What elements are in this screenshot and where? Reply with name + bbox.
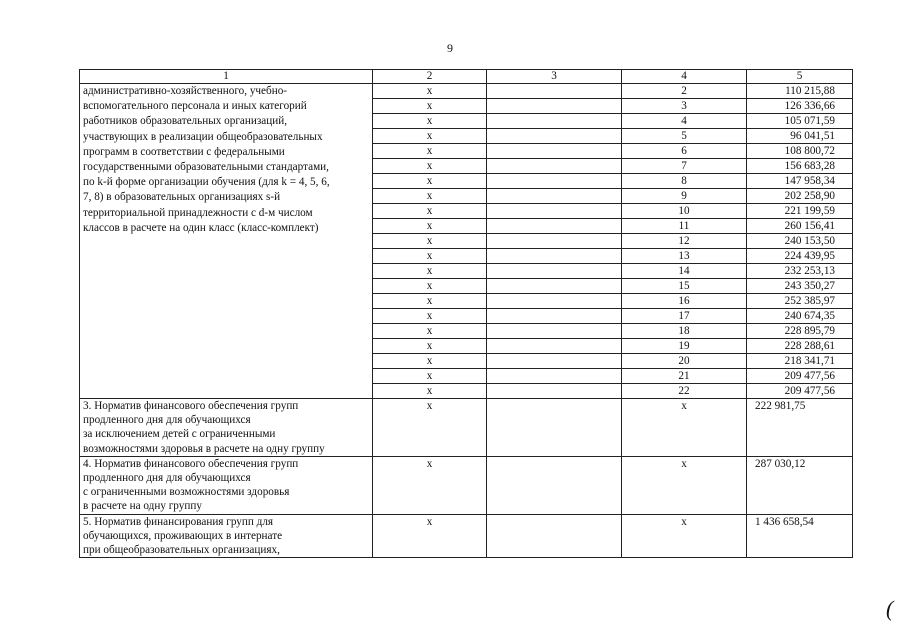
cell-col3	[487, 129, 622, 144]
cell-normative-value: 240 153,50	[747, 234, 853, 249]
cell-normative-value: 218 341,71	[747, 354, 853, 369]
cell-class-count: 12	[622, 234, 747, 249]
cell-col3	[487, 354, 622, 369]
cell-normative-value: 260 156,41	[747, 219, 853, 234]
cell-class-count: 10	[622, 204, 747, 219]
cell-class-count: 4	[622, 114, 747, 129]
cell-col2: x	[373, 174, 487, 189]
cell-col3	[487, 384, 622, 399]
cell-col3	[487, 114, 622, 129]
cell-col2: x	[373, 84, 487, 99]
cell-col3	[487, 84, 622, 99]
cell-normative-value: 222 981,75	[747, 399, 853, 457]
section-line: продленного дня для обучающихся	[83, 414, 251, 427]
cell-col3	[487, 189, 622, 204]
cell-normative-value: 202 258,90	[747, 189, 853, 204]
cell-normative-value: 228 288,61	[747, 339, 853, 354]
cell-class-count: 15	[622, 279, 747, 294]
section-line: обучающихся, проживающих в интернате	[83, 529, 283, 542]
cell-col2: x	[373, 129, 487, 144]
cell-col2: x	[373, 189, 487, 204]
section-line: 5. Норматив финансирования групп для	[83, 515, 274, 528]
cell-col2: x	[373, 514, 487, 558]
cell-normative-value: 96 041,51	[747, 129, 853, 144]
cell-class-count: 18	[622, 324, 747, 339]
cell-normative-value: 147 958,34	[747, 174, 853, 189]
cell-class-count: 9	[622, 189, 747, 204]
cell-col3	[487, 204, 622, 219]
section-line: при общеобразовательных организациях,	[83, 544, 280, 557]
description-line: административно-хозяйственного, учебно-	[83, 85, 288, 97]
cell-class-count: 3	[622, 99, 747, 114]
cell-col3	[487, 219, 622, 234]
cell-col2: x	[373, 159, 487, 174]
cell-col3	[487, 369, 622, 384]
section-description	[80, 399, 373, 457]
cell-col2: x	[373, 279, 487, 294]
cell-col2: x	[373, 99, 487, 114]
scan-mark: (	[886, 596, 894, 621]
section-line: 3. Норматив финансового обеспечения групп	[83, 400, 299, 412]
cell-class-count: 14	[622, 264, 747, 279]
cell-normative-value: 209 477,56	[747, 369, 853, 384]
cell-col3	[487, 294, 622, 309]
description-line: 7, 8) в образовательных организациях s-й	[83, 191, 281, 204]
cell-class-count: 21	[622, 369, 747, 384]
cell-normative-value: 209 477,56	[747, 384, 853, 399]
cell-col2: x	[373, 219, 487, 234]
cell-class-count: 7	[622, 159, 747, 174]
cell-col4: x	[622, 456, 747, 514]
cell-col4: x	[622, 399, 747, 457]
table-row	[80, 84, 853, 99]
cell-col3	[487, 399, 622, 457]
cell-normative-value: 228 895,79	[747, 324, 853, 339]
cell-col2: x	[373, 384, 487, 399]
cell-col2: x	[373, 204, 487, 219]
cell-class-count: 17	[622, 309, 747, 324]
cell-normative-value: 110 215,88	[747, 84, 853, 99]
cell-class-count: 2	[622, 84, 747, 99]
description-line: государственными образовательными стандартами,	[83, 161, 329, 174]
cell-col3	[487, 234, 622, 249]
cell-col3	[487, 159, 622, 174]
cell-col2: x	[373, 339, 487, 354]
column-header: 3	[487, 70, 622, 84]
cell-class-count: 16	[622, 294, 747, 309]
cell-col4: x	[622, 514, 747, 558]
cell-col3	[487, 174, 622, 189]
section-row	[80, 399, 853, 457]
cell-normative-value: 243 350,27	[747, 279, 853, 294]
description-line: вспомогательного персонала и иных категорий	[83, 100, 307, 113]
cell-class-count: 22	[622, 384, 747, 399]
cell-col3	[487, 514, 622, 558]
section-row	[80, 514, 853, 558]
cell-col2: x	[373, 369, 487, 384]
cell-class-count: 5	[622, 129, 747, 144]
cell-col3	[487, 144, 622, 159]
cell-class-count: 20	[622, 354, 747, 369]
section-line: возможностями здоровья в расчете на одну группу	[83, 442, 325, 455]
description-line: работников образовательных организаций,	[83, 115, 287, 128]
section-line: продленного дня для обучающихся	[83, 472, 251, 485]
cell-col2: x	[373, 354, 487, 369]
cell-normative-value: 287 030,12	[747, 456, 853, 514]
cell-class-count: 6	[622, 144, 747, 159]
cell-class-count: 19	[622, 339, 747, 354]
cell-normative-value: 126 336,66	[747, 99, 853, 114]
cell-col3	[487, 99, 622, 114]
column-header: 1	[80, 70, 373, 84]
section-line: в расчете на одну группу	[83, 500, 202, 513]
cell-col3	[487, 324, 622, 339]
section-description	[80, 456, 373, 514]
cell-col3	[487, 456, 622, 514]
cell-col3	[487, 309, 622, 324]
cell-class-count: 8	[622, 174, 747, 189]
cell-class-count: 13	[622, 249, 747, 264]
cell-col3	[487, 249, 622, 264]
section-line: за исключением детей с ограниченными	[83, 428, 276, 441]
cell-normative-value: 1 436 658,54	[747, 514, 853, 558]
section-row	[80, 456, 853, 514]
cell-normative-value: 221 199,59	[747, 204, 853, 219]
cell-col2: x	[373, 399, 487, 457]
description-line: классов в расчете на один класс (класс-комплект)	[83, 221, 319, 234]
cell-col2: x	[373, 456, 487, 514]
category-description	[80, 84, 373, 399]
page-number: 9	[447, 41, 453, 55]
column-header: 4	[622, 70, 747, 84]
cell-class-count: 11	[622, 219, 747, 234]
cell-col3	[487, 279, 622, 294]
column-header: 5	[747, 70, 853, 84]
cell-col2: x	[373, 114, 487, 129]
section-line: с ограниченными возможностями здоровья	[83, 486, 290, 499]
section-description	[80, 514, 373, 558]
cell-normative-value: 224 439,95	[747, 249, 853, 264]
cell-col2: x	[373, 294, 487, 309]
section-line: 4. Норматив финансового обеспечения групп	[83, 457, 299, 470]
cell-col2: x	[373, 144, 487, 159]
column-header: 2	[373, 70, 487, 84]
description-line: по k-й форме организации обучения (для k = 4, 5, 6,	[83, 176, 330, 189]
cell-col2: x	[373, 324, 487, 339]
cell-col2: x	[373, 234, 487, 249]
cell-normative-value: 252 385,97	[747, 294, 853, 309]
description-line: программ в соответствии с федеральными	[83, 145, 285, 158]
cell-normative-value: 108 800,72	[747, 144, 853, 159]
cell-col2: x	[373, 309, 487, 324]
description-line: участвующих в реализации общеобразовательных	[83, 130, 323, 143]
cell-col3	[487, 339, 622, 354]
cell-normative-value: 232 253,13	[747, 264, 853, 279]
cell-col3	[487, 264, 622, 279]
cell-col2: x	[373, 249, 487, 264]
description-line: территориальной принадлежности с d-м числом	[83, 206, 313, 219]
normative-table	[79, 69, 853, 558]
cell-normative-value: 156 683,28	[747, 159, 853, 174]
cell-col2: x	[373, 264, 487, 279]
cell-normative-value: 105 071,59	[747, 114, 853, 129]
table-header-row	[80, 70, 853, 84]
cell-normative-value: 240 674,35	[747, 309, 853, 324]
